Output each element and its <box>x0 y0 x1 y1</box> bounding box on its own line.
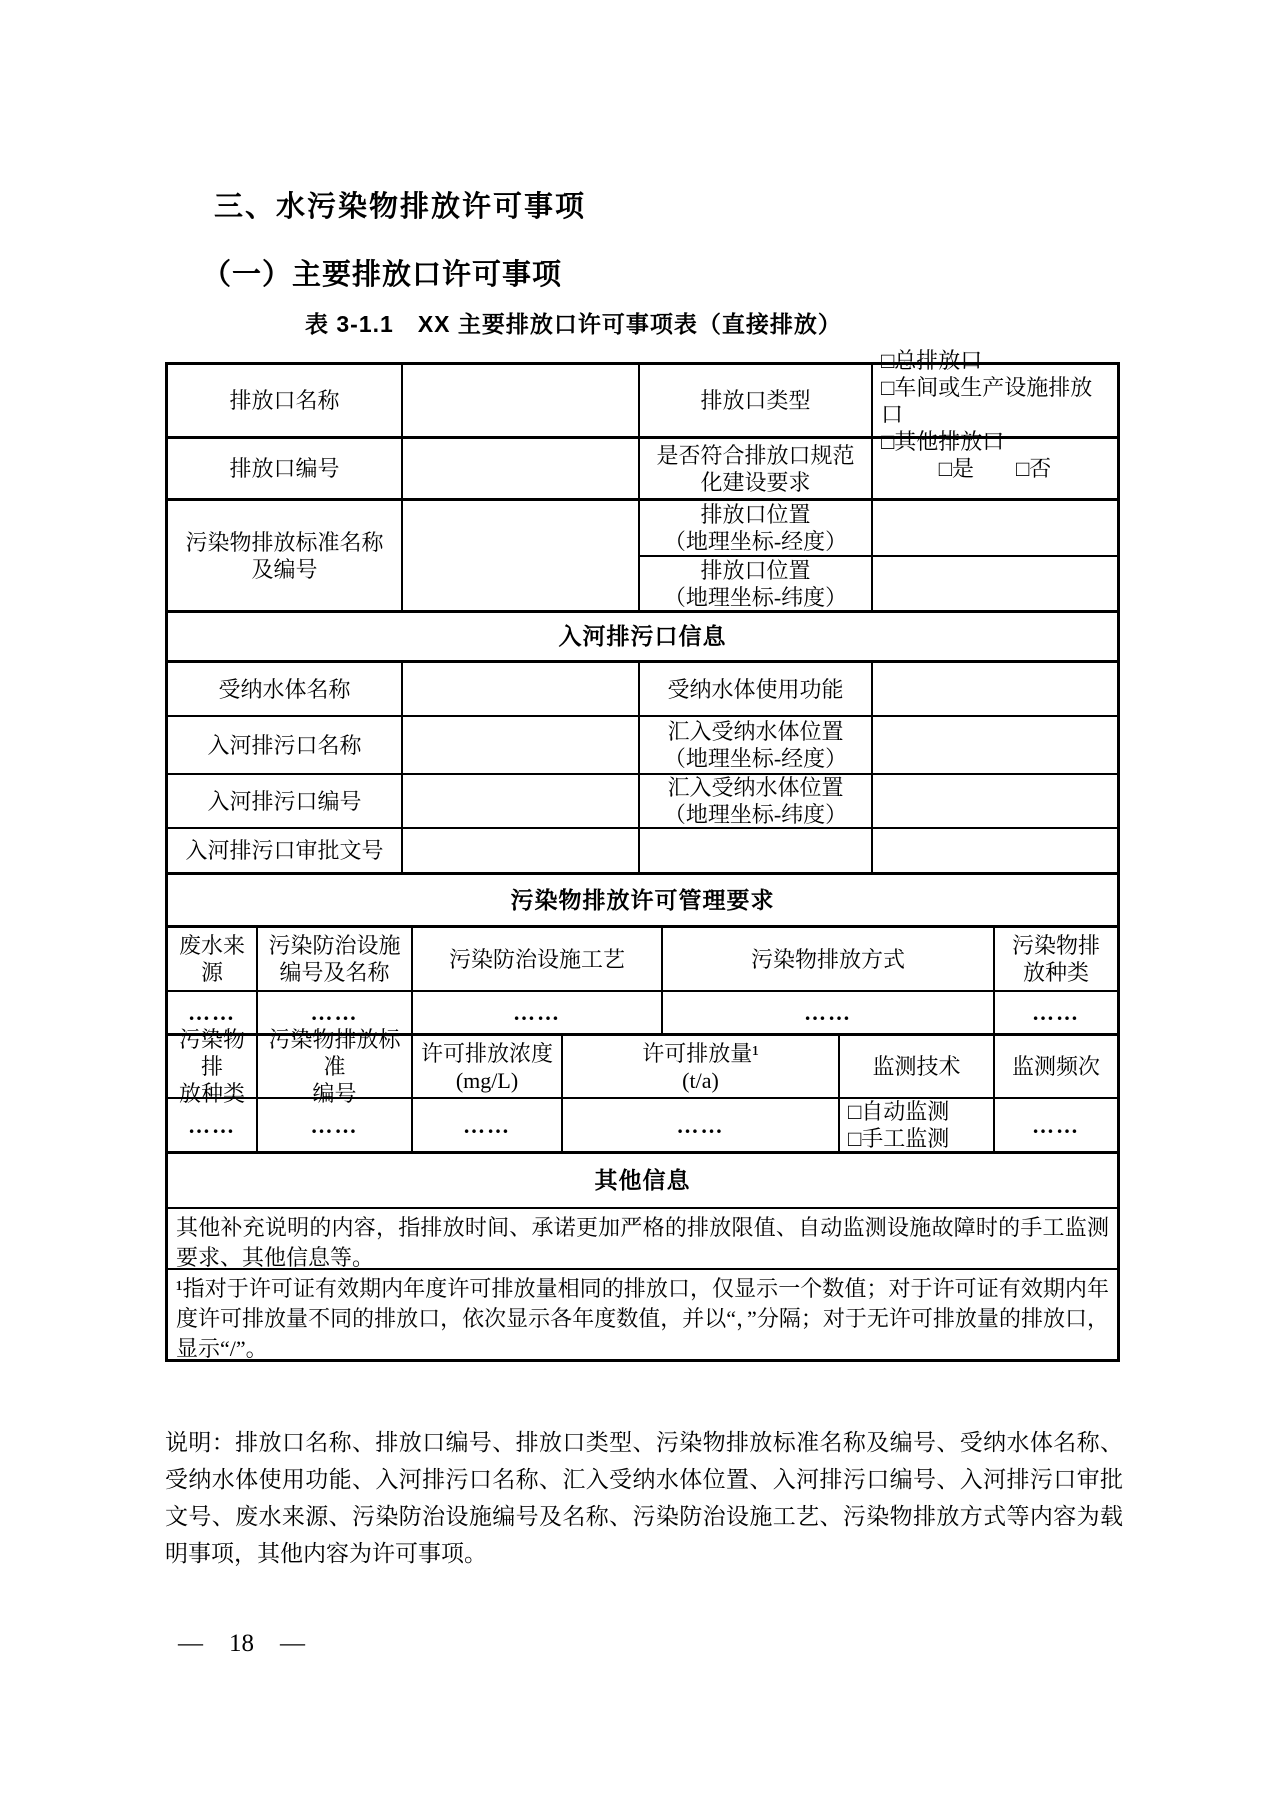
outlet-type-options <box>873 347 1117 454</box>
pos-latitude-label: 排放口位置 （地理坐标-纬度） <box>640 557 873 611</box>
outlet-no-value <box>403 439 640 498</box>
recv-func-value <box>873 663 1117 715</box>
permit-table <box>165 347 1120 1362</box>
section-other-title: 其他信息 <box>594 1167 691 1193</box>
monitor-tech-options <box>840 1099 995 1151</box>
section-river-title: 入河排污口信息 <box>558 623 727 649</box>
river-outlet-doc-label: 入河排污口审批文号 <box>168 829 403 872</box>
placeholder-dots: …… <box>1032 1000 1080 1025</box>
river-outlet-no-label: 入河排污口编号 <box>168 775 403 827</box>
col-monitor-freq: 监测频次 <box>1011 1054 1100 1079</box>
checkbox-option-manual-monitor: □手工监测 <box>848 1126 950 1151</box>
col-wastewater-source: 废水来源 <box>168 928 258 990</box>
col-permitted-concentration: 许可排放浓度 (mg/L) <box>413 1036 563 1097</box>
explanatory-note: 说明：排放口名称、排放口编号、排放口类型、污染物排放标准名称及编号、受纳水体名称、受纳水体使用功能、入河排污口名称、汇入受纳水体位置、入河排污口编号、入河排污口审批文号、废水来源、污染防治设施编号及名称、污染防治设施工艺、污染物排放方式等内容为载明事项，其他内容为许可事项。 <box>165 1430 1123 1566</box>
empty-cell <box>640 829 873 872</box>
table-header-row <box>168 1027 1117 1106</box>
std-name-value <box>403 501 640 610</box>
outlet-name-label: 排放口名称 <box>168 365 403 436</box>
placeholder-dots: …… <box>1032 1112 1080 1138</box>
checkbox-option-yes: □是 <box>938 456 974 481</box>
placeholder-dots: …… <box>563 1099 840 1151</box>
table-row <box>168 1099 1117 1154</box>
col-standard-no: 污染物排放标准 编号 <box>258 1036 413 1097</box>
std-name-label: 污染物排放标准名称 及编号 <box>168 501 403 610</box>
spec-req-label: 是否符合排放口规范 化建设要求 <box>640 439 873 498</box>
table-row <box>168 1209 1117 1270</box>
footnote-text: ¹指对于许可证有效期内年度许可排放量相同的排放口，仅显示一个数值；对于许可证有效期内年度许可排放量不同的排放口，依次显示各年度数值，并以“，”分隔；对于无许可排放量的排放口，显示“/”。 <box>176 1276 1109 1361</box>
table-row <box>640 501 1117 557</box>
supplement-text: 其他补充说明的内容，指排放时间、承诺更加严格的排放限值、自动监测设施故障时的手工监测要求、其他信息等。 <box>176 1215 1109 1270</box>
table-row <box>168 347 1117 454</box>
col-facility-name: 污染防治设施 编号及名称 <box>258 928 413 990</box>
outlet-name-value <box>403 365 640 436</box>
table-row <box>168 439 1117 501</box>
river-outlet-doc-value <box>403 829 640 872</box>
pos-longitude-label: 排放口位置 （地理坐标-经度） <box>640 501 873 555</box>
outlet-type-label: 排放口类型 <box>640 365 873 436</box>
table-row <box>640 557 1117 611</box>
placeholder-dots: …… <box>413 1099 563 1151</box>
col-pollutant-kind-2: 污染物排 放种类 <box>168 1036 258 1097</box>
subsection-heading: （一）主要排放口许可事项 <box>202 259 563 291</box>
join-longitude-label: 汇入受纳水体位置 （地理坐标-经度） <box>640 717 873 773</box>
col-permitted-amount: 许可排放量¹ (t/a) <box>563 1036 840 1097</box>
page-number <box>178 1630 305 1658</box>
section-header-row <box>168 613 1117 663</box>
spec-req-options <box>873 439 1117 498</box>
checkbox-option-workshop-outlet: □车间或生产设施排放口 <box>881 374 1093 427</box>
placeholder-dots: …… <box>258 1099 413 1151</box>
placeholder-dots: …… <box>168 992 258 1033</box>
placeholder-dots: …… <box>168 1099 258 1151</box>
river-outlet-name-label: 入河排污口名称 <box>168 717 403 773</box>
page-number-value: 18 <box>229 1630 254 1657</box>
pos-latitude-value <box>873 557 1117 611</box>
empty-cell <box>873 829 1117 872</box>
checkbox-option-total-outlet: □总排放口 <box>881 347 983 373</box>
table-header-row <box>168 928 1117 992</box>
join-latitude-value <box>873 775 1117 827</box>
recv-func-label: 受纳水体使用功能 <box>640 663 873 715</box>
placeholder-dots: …… <box>413 992 663 1033</box>
page-number-dash-right: — <box>280 1630 305 1657</box>
section-header-row <box>168 1154 1117 1209</box>
col-discharge-method: 污染物排放方式 <box>663 928 995 990</box>
table-caption: 表 3-1.1 XX 主要排放口许可事项表（直接排放） <box>305 311 842 337</box>
recv-water-value <box>403 663 640 715</box>
page-number-dash-left: — <box>178 1630 203 1657</box>
table-row <box>168 717 1117 775</box>
section-mgmt-title: 污染物排放许可管理要求 <box>510 886 775 913</box>
section-heading: 三、水污染物排放许可事项 <box>214 191 587 223</box>
placeholder-dots: …… <box>258 992 413 1033</box>
col-pollutant-kind: 污染物排 放种类 <box>1011 933 1100 985</box>
outlet-no-label: 排放口编号 <box>168 439 403 498</box>
checkbox-option-other-outlet: □其他排放口 <box>881 428 1005 454</box>
table-row <box>168 775 1117 829</box>
section-header-row <box>168 875 1117 928</box>
table-row <box>168 1270 1117 1359</box>
recv-water-label: 受纳水体名称 <box>168 663 403 715</box>
checkbox-option-auto-monitor: □自动监测 <box>848 1099 950 1124</box>
table-row <box>168 663 1117 717</box>
table-rowgroup <box>168 501 1117 613</box>
join-longitude-value <box>873 717 1117 773</box>
river-outlet-name-value <box>403 717 640 773</box>
placeholder-dots: …… <box>663 992 995 1033</box>
river-outlet-no-value <box>403 775 640 827</box>
table-row <box>168 829 1117 875</box>
pos-longitude-value <box>873 501 1117 555</box>
col-facility-process: 污染防治设施工艺 <box>413 928 663 990</box>
checkbox-option-no: □否 <box>1016 456 1052 481</box>
col-monitor-tech: 监测技术 <box>840 1036 995 1097</box>
join-latitude-label: 汇入受纳水体位置 （地理坐标-纬度） <box>640 775 873 827</box>
